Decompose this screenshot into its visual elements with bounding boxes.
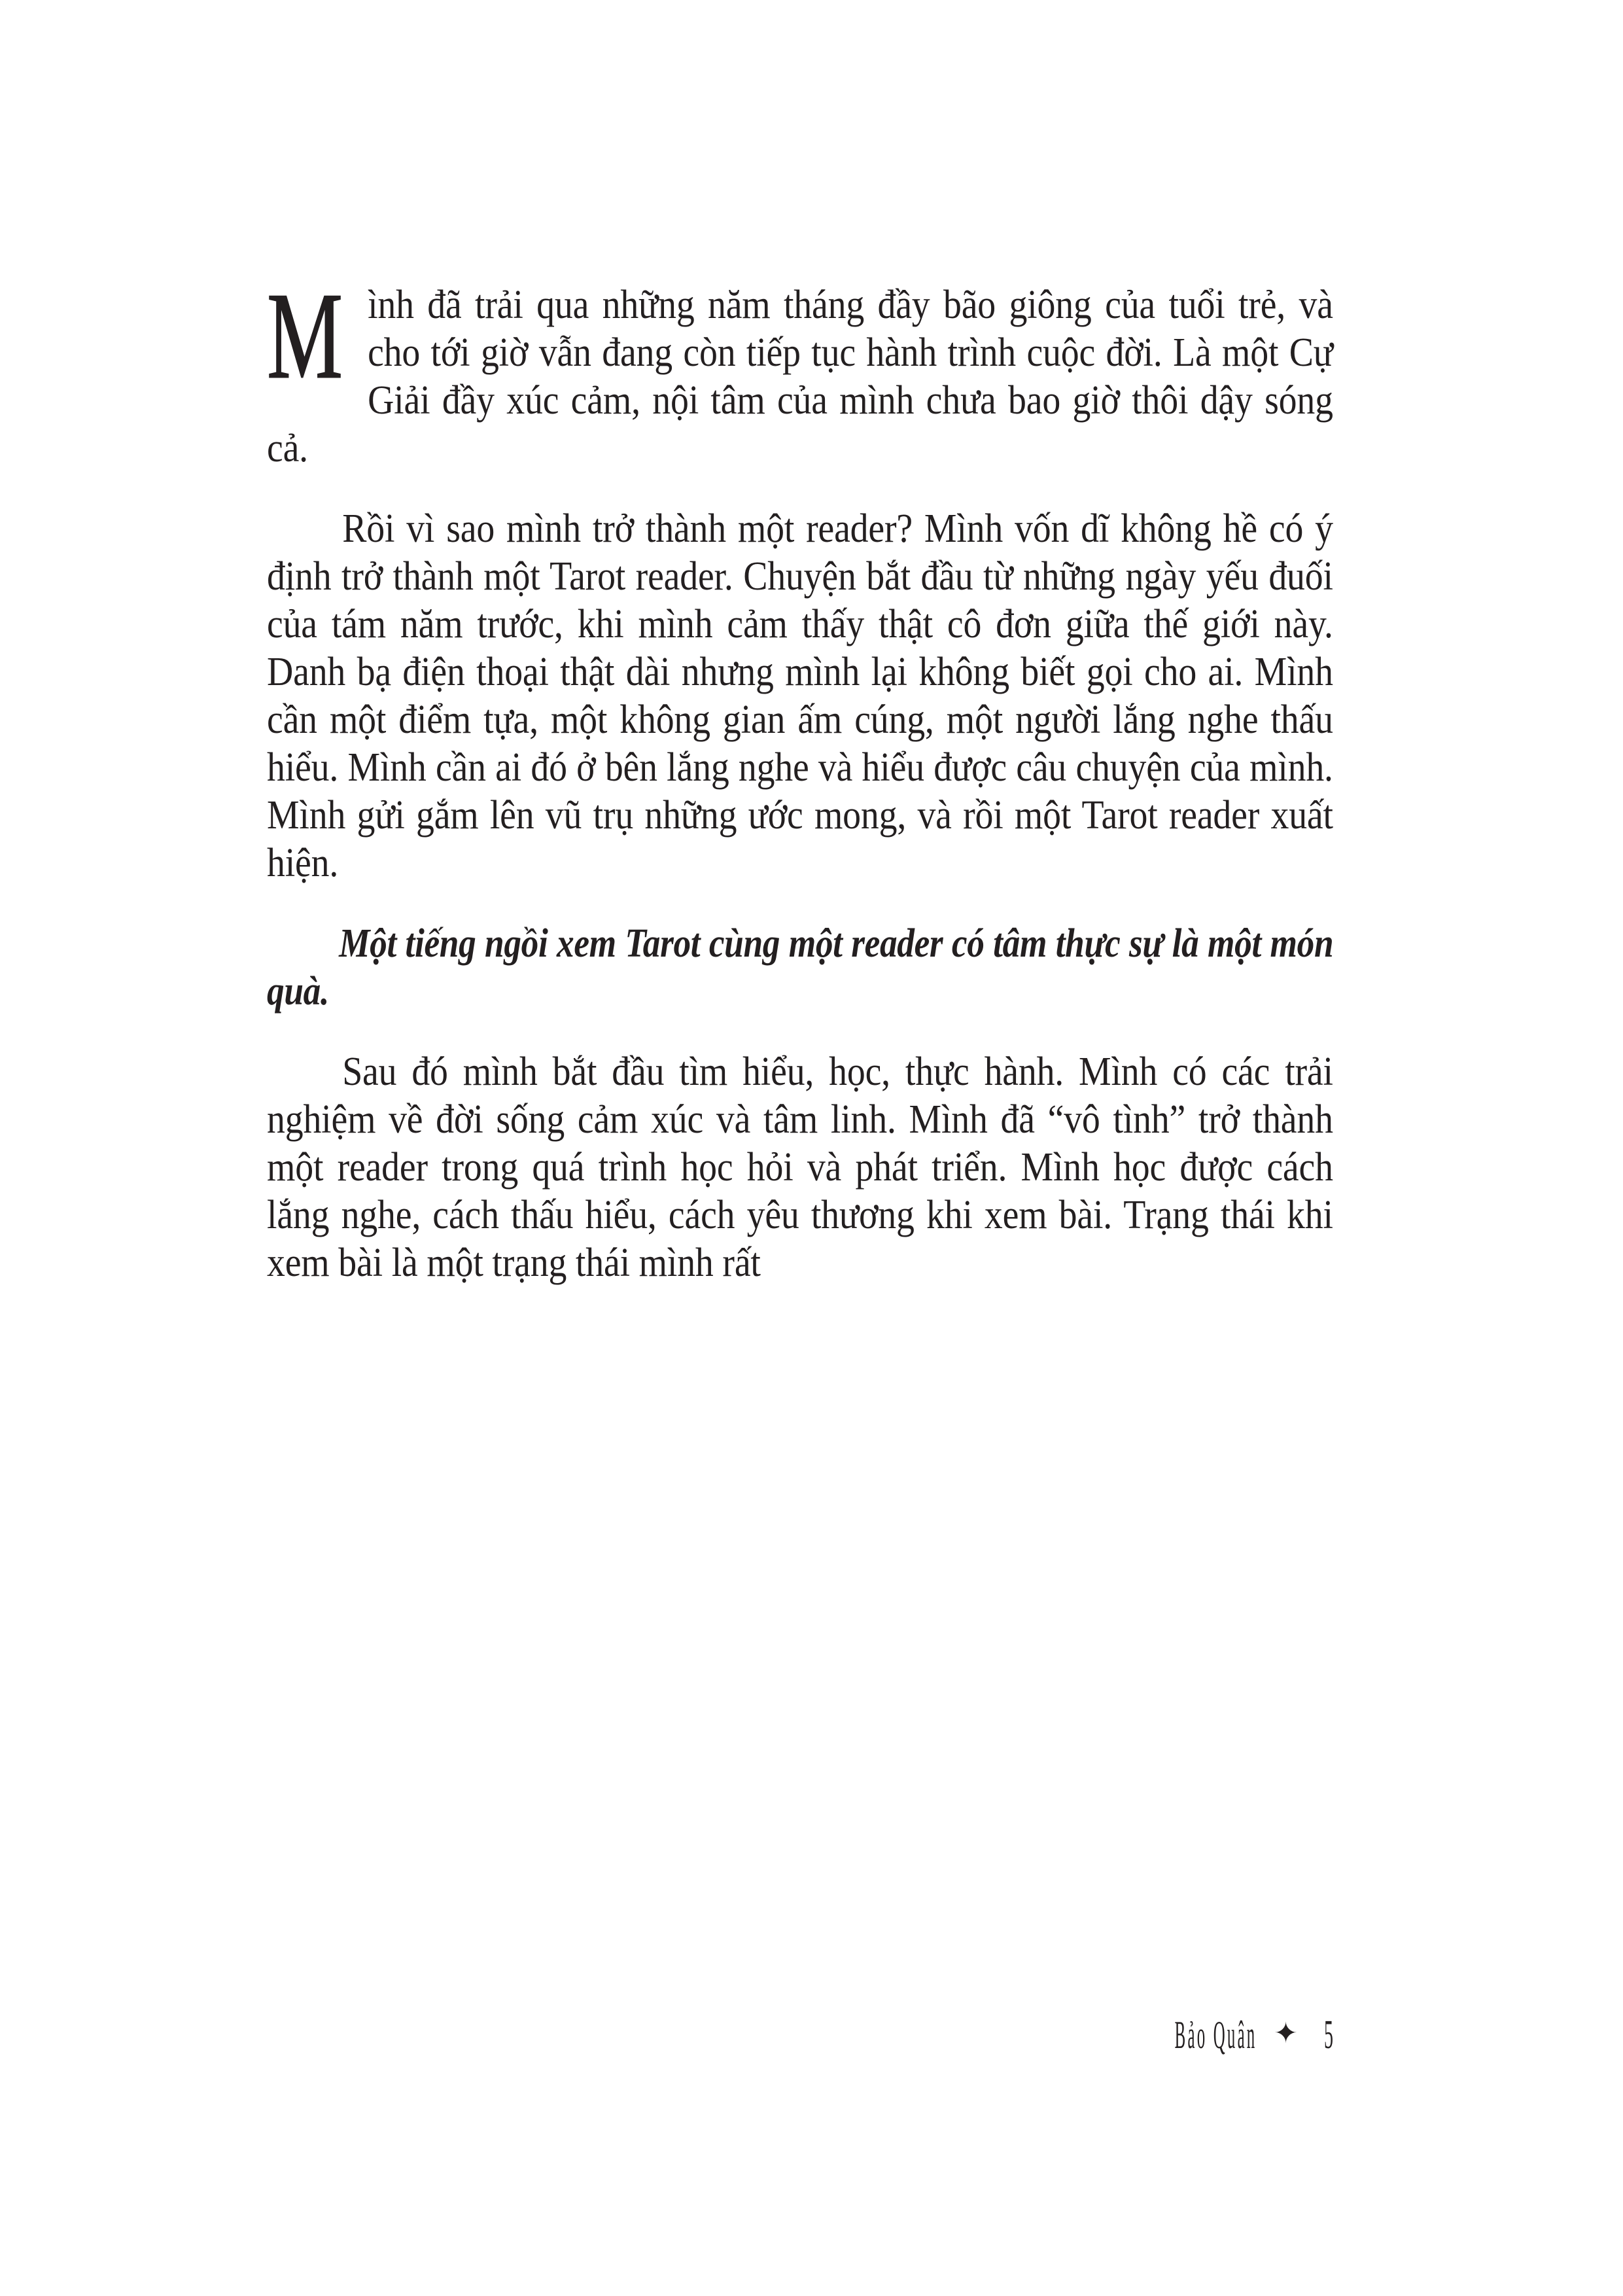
page-number: 5 (1324, 2012, 1333, 2058)
four-point-star-icon: ✦ (1274, 2017, 1298, 2049)
page-footer (267, 2012, 1333, 2058)
footer-author-name: Bảo Quân (1174, 2013, 1257, 2057)
paragraph-fourth: Sau đó mình bắt đầu tìm hiểu, học, thực hành. Mình có các trải nghiệm về đời sống cảm xúc và tâm linh. Mình đã “vô tình” trở thành một reader trong quá trình học hỏi và phát triển. Mình học được cách lắng nghe, cách thấu hiểu, cách yêu thương khi xem bài. Trạng thái khi xem bài là một trạng thái mình rất (267, 1050, 1333, 1285)
text-column (267, 267, 1334, 1287)
drop-cap-letter: M (267, 267, 343, 405)
paragraph-opening (267, 267, 1333, 472)
paragraph-second: Rồi vì sao mình trở thành một reader? Mình vốn dĩ không hề có ý định trở thành một Tarot reader. Chuyện bắt đầu từ những ngày yếu đuối của tám năm trước, khi mình cảm thấy thật cô đơn giữa thế giới này. Danh bạ điện thoại thật dài nhưng mình lại không biết gọi cho ai. Mình cần một điểm tựa, một không gian ấm cúng, một người lắng nghe thấu hiểu. Mình cần ai đó ở bên lắng nghe và hiểu được câu chuyện của mình. Mình gửi gắm lên vũ trụ những ước mong, và rồi một Tarot reader xuất hiện. (267, 506, 1333, 885)
paragraph-emphasis: Một tiếng ngồi xem Tarot cùng một reader có tâm thực sự là một món quà. (267, 921, 1334, 1014)
paragraph-opening-text: ình đã trải qua những năm tháng đầy bão giông của tuổi trẻ, và cho tới giờ vẫn đang còn tiếp tục hành trình cuộc đời. Là một Cự Giải đầy xúc cảm, nội tâm của mình chưa bao giờ thôi dậy sóng cả. (267, 283, 1333, 470)
